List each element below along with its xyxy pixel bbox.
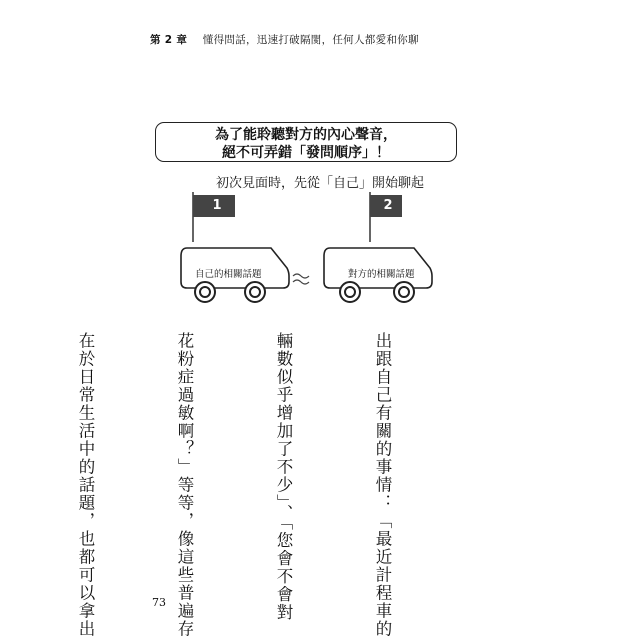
page-number: 73 (152, 596, 166, 609)
callout-box (155, 122, 457, 162)
callout-line-2: 絕不可弄錯「發問順序」！ (222, 145, 390, 161)
callout-line-1: 為了能聆聽對方的內心聲音， (215, 127, 397, 143)
car-1-drawing (175, 192, 315, 307)
text-column: 在於日常生活中的話題，也都可以拿出 (76, 332, 95, 638)
text-column: 花粉症過敏啊？」等等，像這些普遍存 (175, 332, 194, 638)
chapter-title: 懂得問話，迅速打破隔閡，任何人都愛和你聊 (202, 34, 419, 46)
running-header (150, 32, 419, 47)
car-illustration-2 (318, 192, 458, 307)
chapter-label: 第 2 章 (150, 34, 188, 46)
text-column (0, 332, 3, 582)
car-illustration-1 (175, 192, 315, 307)
flag-1-number: 1 (212, 198, 222, 213)
text-column: 輛數似乎增加了不少」、「您會不會對 (274, 332, 293, 622)
text-column: 出跟自己有關的事情：「最近計程車的 (373, 332, 392, 638)
car-2-topic: 對方的相關話題 (348, 269, 415, 280)
car-1-topic: 自己的相關話題 (195, 269, 262, 280)
illustration-caption: 初次見面時，先從「自己」開始聊起 (215, 176, 424, 191)
flag-2-number: 2 (383, 198, 393, 213)
